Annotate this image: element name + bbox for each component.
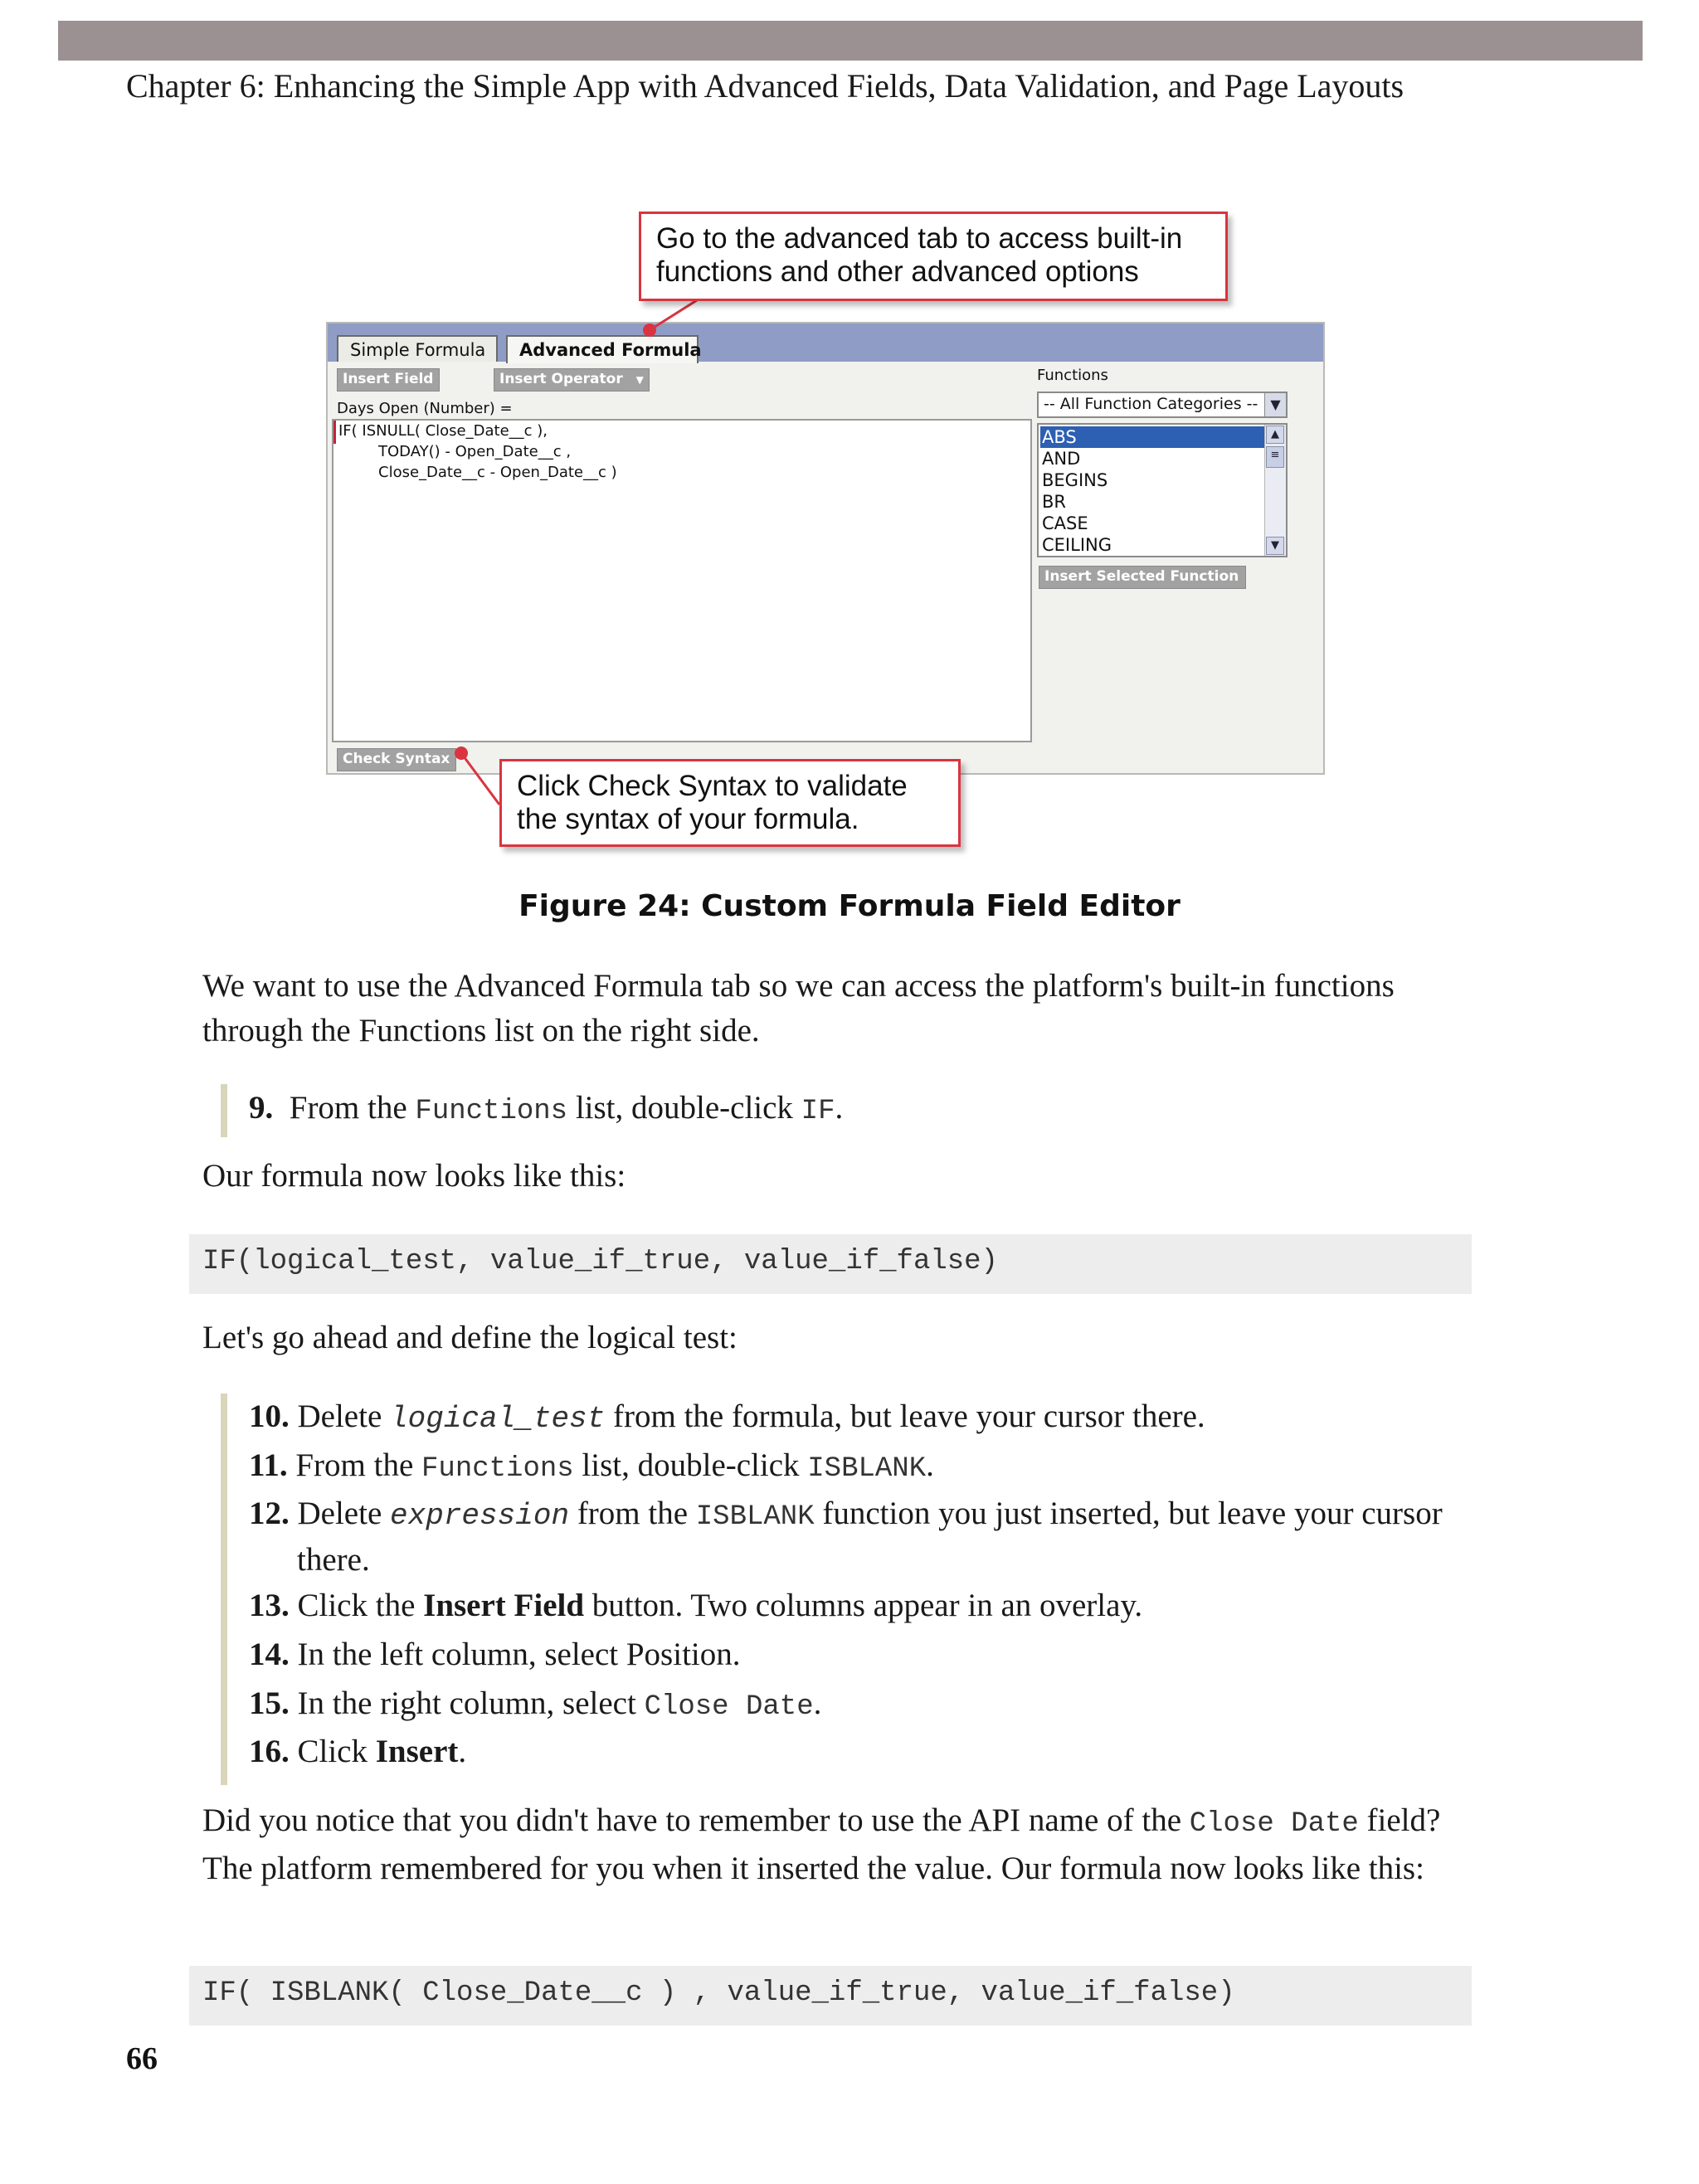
step-12: 12. Delete expression from the ISBLANK function you just inserted, but leave your cursor there. — [249, 1496, 1443, 1578]
function-item-br[interactable]: BR — [1042, 492, 1066, 512]
scroll-up-icon[interactable]: ▲ — [1266, 426, 1284, 444]
chapter-title: Chapter 6: Enhancing the Simple App with Advanced Fields, Data Validation, and Page Layouts — [126, 67, 1404, 105]
scroll-down-icon[interactable]: ▼ — [1266, 537, 1284, 555]
step-15: 15. In the right column, select Close Date. — [249, 1685, 822, 1723]
paragraph: Let's go ahead and define the logical test: — [202, 1320, 738, 1355]
paragraph: We want to use the Advanced Formula tab so we can access the platform's built-in functions through the Functions list on the right side. — [202, 968, 1395, 1048]
step-9: 9. From the Functions list, double-click IF. — [249, 1090, 844, 1127]
function-list[interactable] — [1037, 423, 1288, 557]
page-number: 66 — [126, 2041, 158, 2076]
callout-line: Go to the advanced tab to access built-in — [656, 222, 1183, 255]
list-scrollbar[interactable] — [1264, 425, 1286, 556]
function-item-abs[interactable]: ABS — [1040, 426, 1264, 448]
step-13: 13. Click the Insert Field button. Two columns appear in an overlay. — [249, 1588, 1143, 1623]
step-bar — [221, 1084, 227, 1137]
functions-label: Functions — [1037, 367, 1108, 384]
function-item-case[interactable]: CASE — [1042, 513, 1088, 533]
insert-field-button[interactable]: Insert Field — [337, 368, 440, 392]
step-16: 16. Click Insert. — [249, 1734, 467, 1769]
insert-operator-label: Insert Operator — [499, 371, 623, 387]
function-item-begins[interactable]: BEGINS — [1042, 470, 1108, 490]
callout-advanced-tab — [639, 212, 1228, 301]
figure-caption: Figure 24: Custom Formula Field Editor — [518, 889, 1181, 923]
text-cursor — [333, 421, 336, 444]
code-block: IF( ISBLANK( Close_Date__c ) , value_if_true, value_if_false) — [189, 1966, 1472, 2026]
chevron-down-icon[interactable]: ▼ — [1264, 393, 1286, 416]
insert-operator-button[interactable] — [494, 368, 650, 392]
step-bar — [221, 1394, 227, 1785]
callout-line: the syntax of your formula. — [517, 803, 859, 835]
formula-editor-screenshot — [326, 322, 1325, 775]
paragraph: Our formula now looks like this: — [202, 1158, 626, 1194]
formula-field-label: Days Open (Number) = — [337, 400, 513, 417]
scroll-thumb[interactable]: ≡ — [1266, 446, 1284, 468]
function-item-and[interactable]: AND — [1042, 449, 1081, 469]
function-item-ceiling[interactable]: CEILING — [1042, 535, 1112, 555]
header-bar — [58, 21, 1643, 61]
step-11: 11. From the Functions list, double-click ISBLANK. — [249, 1447, 934, 1485]
callout-line: Click Check Syntax to validate — [517, 770, 908, 802]
formula-line: TODAY() - Open_Date__c , — [378, 443, 572, 460]
formula-textarea[interactable] — [332, 419, 1032, 742]
check-syntax-button[interactable]: Check Syntax — [337, 748, 456, 771]
formula-line: Close_Date__c - Open_Date__c ) — [378, 464, 617, 481]
tab-advanced-formula[interactable]: Advanced Formula — [506, 335, 699, 363]
step-14: 14. In the left column, select Position. — [249, 1637, 741, 1672]
step-10: 10. Delete logical_test from the formula, but leave your cursor there. — [249, 1398, 1205, 1436]
category-select-value: -- All Function Categories -- — [1044, 395, 1258, 413]
insert-selected-function-button[interactable]: Insert Selected Function — [1039, 566, 1246, 589]
dropdown-arrow-icon: ▼ — [635, 374, 644, 386]
callout-check-syntax — [499, 759, 961, 847]
function-category-select[interactable] — [1037, 392, 1288, 418]
formula-line: IF( ISNULL( Close_Date__c ), — [338, 422, 548, 440]
paragraph: Did you notice that you didn't have to remember to use the API name of the Close Date field? The platform remembered for you when it inserted the value. Our formula now looks like this: — [202, 1802, 1441, 1886]
code-block: IF(logical_test, value_if_true, value_if_false) — [189, 1234, 1472, 1294]
callout-line: functions and other advanced options — [656, 255, 1139, 288]
tab-simple-formula[interactable]: Simple Formula — [337, 335, 498, 362]
